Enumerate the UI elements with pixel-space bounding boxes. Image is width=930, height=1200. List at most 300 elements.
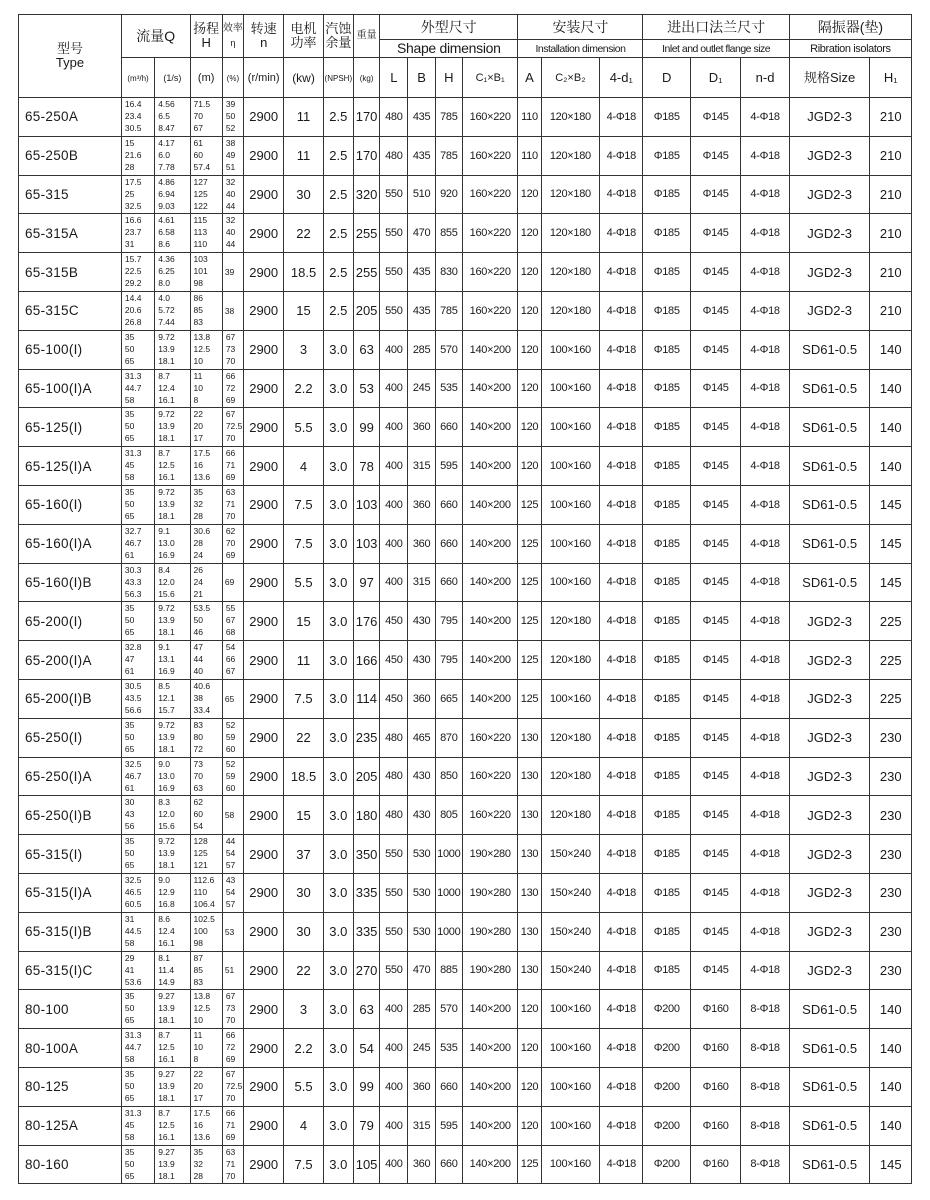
c2b2-cell: 100×160 [541,1106,600,1145]
efficiency-cell: 67 73 70 [222,330,243,369]
flow-m3h-cell: 31.3 44.7 58 [121,1029,154,1068]
c2b2-cell: 100×160 [541,1067,600,1106]
speed-cell: 2900 [244,1067,284,1106]
flow-m3h-cell: 35 50 65 [121,330,154,369]
c1b1-cell: 160×220 [462,214,517,253]
flow-ls-cell: 4.36 6.25 8.0 [155,253,190,292]
nd-cell: 4-Φ18 [741,641,789,680]
c1b1-cell: 140×200 [462,330,517,369]
efficiency-unit: (%) [222,58,243,98]
L-cell: 400 [380,990,408,1029]
npsh-cell: 2.5 [323,214,353,253]
head-cell: 13.8 12.5 10 [190,990,222,1029]
weight-cell: 176 [353,602,379,641]
flow-ls-cell: 9.1 13.1 16.9 [155,641,190,680]
weight-cell: 350 [353,835,379,874]
speed-cell: 2900 [244,641,284,680]
H-cell: 1000 [435,912,462,951]
efficiency-cell: 63 71 70 [222,1145,243,1184]
flow-m3h-cell: 32.8 47 61 [121,641,154,680]
B-cell: 430 [408,641,435,680]
nd-cell: 4-Φ18 [741,408,789,447]
model-cell: 65-200(I) [19,602,122,641]
efficiency-cell: 38 49 51 [222,136,243,175]
flow-ls-cell: 4.86 6.94 9.03 [155,175,190,214]
d1-cell: 4-Φ18 [600,330,643,369]
head-cell: 102.5 100 98 [190,912,222,951]
h1-cell: 230 [870,951,912,990]
d1-cell: 4-Φ18 [600,1106,643,1145]
H-cell: 570 [435,330,462,369]
H-cell: 785 [435,136,462,175]
flow-m3h-cell: 14.4 20.6 26.8 [121,291,154,330]
weight-cell: 97 [353,563,379,602]
nd-cell: 4-Φ18 [741,912,789,951]
efficiency-cell: 62 70 69 [222,524,243,563]
L-cell: 550 [380,835,408,874]
A-cell: 125 [518,602,541,641]
weight-cell: 170 [353,98,379,137]
H-cell: 785 [435,98,462,137]
d1-cell: 4-Φ18 [600,796,643,835]
h1-cell: 140 [870,330,912,369]
flow-m3h-cell: 15 21.6 28 [121,136,154,175]
c1b1-cell: 140×200 [462,990,517,1029]
D-cell: Φ185 [643,98,690,137]
weight-cell: 170 [353,136,379,175]
col-D: D [643,58,690,98]
speed-cell: 2900 [244,1145,284,1184]
D1-cell: Φ145 [690,214,740,253]
efficiency-cell: 52 59 60 [222,757,243,796]
size-cell: JGD2-3 [789,291,870,330]
flange-header: 进出口法兰尺寸 [643,15,789,40]
power-cell: 4 [284,447,323,486]
flow-ls-cell: 9.0 12.9 16.8 [155,873,190,912]
c2b2-cell: 120×180 [541,796,600,835]
D-cell: Φ185 [643,718,690,757]
H-cell: 850 [435,757,462,796]
c1b1-cell: 160×220 [462,291,517,330]
efficiency-cell: 39 [222,253,243,292]
flow-ls-cell: 9.72 13.9 18.1 [155,835,190,874]
efficiency-cell: 69 [222,563,243,602]
head-cell: 26 24 21 [190,563,222,602]
isolator-header: 隔振器(垫) [789,15,911,40]
power-cell: 5.5 [284,563,323,602]
power-cell: 11 [284,98,323,137]
flow-ls-cell: 9.1 13.0 16.9 [155,524,190,563]
model-cell: 65-200(I)A [19,641,122,680]
A-cell: 120 [518,1067,541,1106]
flow-ls-cell: 9.27 13.9 18.1 [155,990,190,1029]
L-cell: 400 [380,1106,408,1145]
d1-cell: 4-Φ18 [600,98,643,137]
power-cell: 3 [284,990,323,1029]
d1-cell: 4-Φ18 [600,175,643,214]
power-cell: 3 [284,330,323,369]
speed-cell: 2900 [244,447,284,486]
flow-m3h-cell: 32.5 46.7 61 [121,757,154,796]
h1-cell: 140 [870,447,912,486]
d1-cell: 4-Φ18 [600,291,643,330]
A-cell: 110 [518,136,541,175]
D-cell: Φ185 [643,757,690,796]
type-header: 型号 Type [19,15,122,98]
speed-cell: 2900 [244,485,284,524]
A-cell: 125 [518,1145,541,1184]
col-L: L [380,58,408,98]
npsh-cell: 3.0 [323,1067,353,1106]
head-cell: 22 20 17 [190,1067,222,1106]
D1-cell: Φ160 [690,1106,740,1145]
B-cell: 315 [408,563,435,602]
flow-ls-cell: 8.1 11.4 14.9 [155,951,190,990]
c1b1-cell: 190×280 [462,912,517,951]
D-cell: Φ185 [643,602,690,641]
h1-cell: 145 [870,524,912,563]
col-size: 规格Size [789,58,870,98]
d1-cell: 4-Φ18 [600,912,643,951]
npsh-cell: 2.5 [323,98,353,137]
weight-cell: 335 [353,873,379,912]
L-cell: 400 [380,524,408,563]
power-cell: 30 [284,912,323,951]
table-row [19,214,912,253]
flow-m3h-cell: 15.7 22.5 29.2 [121,253,154,292]
B-cell: 465 [408,718,435,757]
D1-cell: Φ145 [690,408,740,447]
flow-m3h-cell: 35 50 65 [121,1067,154,1106]
npsh-cell: 3.0 [323,835,353,874]
power-cell: 7.5 [284,1145,323,1184]
speed-cell: 2900 [244,214,284,253]
D1-cell: Φ145 [690,524,740,563]
size-cell: SD61-0.5 [789,563,870,602]
head-cell: 115 113 110 [190,214,222,253]
table-row [19,136,912,175]
h1-cell: 210 [870,253,912,292]
c2b2-cell: 150×240 [541,873,600,912]
flow-m3h-cell: 31.3 44.7 58 [121,369,154,408]
nd-cell: 4-Φ18 [741,757,789,796]
size-cell: SD61-0.5 [789,1067,870,1106]
model-cell: 80-160 [19,1145,122,1184]
model-cell: 65-100(I)A [19,369,122,408]
size-cell: JGD2-3 [789,757,870,796]
speed-cell: 2900 [244,990,284,1029]
D-cell: Φ185 [643,214,690,253]
nd-cell: 4-Φ18 [741,718,789,757]
weight-unit: (kg) [353,58,379,98]
efficiency-cell: 44 54 57 [222,835,243,874]
flow-m3h-cell: 35 50 65 [121,485,154,524]
d1-cell: 4-Φ18 [600,602,643,641]
size-cell: JGD2-3 [789,679,870,718]
head-cell: 71.5 70 67 [190,98,222,137]
efficiency-cell: 39 50 52 [222,98,243,137]
h1-cell: 140 [870,369,912,408]
H-cell: 870 [435,718,462,757]
c1b1-cell: 140×200 [462,679,517,718]
flow-m3h-cell: 30.5 43.5 56.6 [121,679,154,718]
weight-cell: 205 [353,291,379,330]
model-cell: 65-250(I)B [19,796,122,835]
power-cell: 30 [284,873,323,912]
d1-cell: 4-Φ18 [600,1145,643,1184]
shape-header: 外型尺寸 [380,15,518,40]
npsh-cell: 3.0 [323,602,353,641]
A-cell: 120 [518,369,541,408]
weight-cell: 235 [353,718,379,757]
npsh-cell: 3.0 [323,951,353,990]
npsh-unit: (NPSH) [323,58,353,98]
nd-cell: 4-Φ18 [741,98,789,137]
flow-m3h-cell: 31.3 45 58 [121,1106,154,1145]
L-cell: 400 [380,408,408,447]
head-cell: 86 85 83 [190,291,222,330]
efficiency-cell: 32 40 44 [222,214,243,253]
H-cell: 535 [435,1029,462,1068]
L-cell: 550 [380,175,408,214]
weight-cell: 335 [353,912,379,951]
power-cell: 5.5 [284,408,323,447]
H-cell: 785 [435,291,462,330]
weight-cell: 63 [353,330,379,369]
c2b2-cell: 100×160 [541,485,600,524]
size-cell: SD61-0.5 [789,1106,870,1145]
B-cell: 245 [408,369,435,408]
B-cell: 430 [408,602,435,641]
model-cell: 65-315 [19,175,122,214]
h1-cell: 140 [870,990,912,1029]
model-cell: 65-100(I) [19,330,122,369]
size-cell: JGD2-3 [789,175,870,214]
c2b2-cell: 100×160 [541,563,600,602]
table-row [19,1106,912,1145]
c1b1-cell: 190×280 [462,835,517,874]
D1-cell: Φ145 [690,951,740,990]
col-H1: H₁ [870,58,912,98]
B-cell: 430 [408,796,435,835]
table-row [19,447,912,486]
speed-cell: 2900 [244,873,284,912]
model-cell: 65-250(I)A [19,757,122,796]
h1-cell: 230 [870,796,912,835]
flow-ls-cell: 8.5 12.1 15.7 [155,679,190,718]
B-cell: 530 [408,835,435,874]
flow-ls-cell: 9.27 13.9 18.1 [155,1145,190,1184]
d1-cell: 4-Φ18 [600,563,643,602]
flow-m3h-cell: 32.7 46.7 61 [121,524,154,563]
H-cell: 570 [435,990,462,1029]
c2b2-cell: 120×180 [541,602,600,641]
model-cell: 65-315B [19,253,122,292]
c1b1-cell: 140×200 [462,369,517,408]
d1-cell: 4-Φ18 [600,951,643,990]
header-row-units [19,58,912,98]
c2b2-cell: 120×180 [541,253,600,292]
size-cell: JGD2-3 [789,873,870,912]
model-cell: 65-250A [19,98,122,137]
flow-m3h-cell: 31.3 45 58 [121,447,154,486]
head-cell: 22 20 17 [190,408,222,447]
flow-ls-cell: 9.0 13.0 16.9 [155,757,190,796]
h1-cell: 230 [870,718,912,757]
speed-cell: 2900 [244,1106,284,1145]
B-cell: 470 [408,951,435,990]
c1b1-cell: 160×220 [462,98,517,137]
power-cell: 2.2 [284,1029,323,1068]
c1b1-cell: 140×200 [462,524,517,563]
flow-m3h-cell: 30.3 43.3 56.3 [121,563,154,602]
c2b2-cell: 100×160 [541,369,600,408]
H-cell: 660 [435,408,462,447]
A-cell: 130 [518,835,541,874]
speed-cell: 2900 [244,835,284,874]
npsh-cell: 2.5 [323,253,353,292]
c2b2-cell: 100×160 [541,524,600,563]
c2b2-cell: 100×160 [541,447,600,486]
B-cell: 360 [408,408,435,447]
B-cell: 470 [408,214,435,253]
install-header: 安装尺寸 [518,15,643,40]
d1-cell: 4-Φ18 [600,679,643,718]
table-row [19,408,912,447]
weight-cell: 166 [353,641,379,680]
D-cell: Φ185 [643,447,690,486]
L-cell: 550 [380,912,408,951]
L-cell: 450 [380,679,408,718]
speed-cell: 2900 [244,369,284,408]
L-cell: 400 [380,563,408,602]
size-cell: SD61-0.5 [789,408,870,447]
speed-cell: 2900 [244,253,284,292]
npsh-cell: 2.5 [323,175,353,214]
B-cell: 360 [408,485,435,524]
model-cell: 80-125A [19,1106,122,1145]
size-cell: SD61-0.5 [789,524,870,563]
model-cell: 65-125(I) [19,408,122,447]
head-cell: 17.5 16 13.6 [190,447,222,486]
D1-cell: Φ145 [690,369,740,408]
D-cell: Φ185 [643,369,690,408]
d1-cell: 4-Φ18 [600,136,643,175]
head-cell: 13.8 12.5 10 [190,330,222,369]
speed-cell: 2900 [244,175,284,214]
d1-cell: 4-Φ18 [600,835,643,874]
power-unit: (kw) [284,58,323,98]
nd-cell: 4-Φ18 [741,679,789,718]
D1-cell: Φ145 [690,679,740,718]
H-cell: 795 [435,602,462,641]
D1-cell: Φ145 [690,563,740,602]
efficiency-cell: 66 72 69 [222,369,243,408]
size-cell: SD61-0.5 [789,369,870,408]
c1b1-cell: 140×200 [462,641,517,680]
head-cell: 40.6 38 33.4 [190,679,222,718]
model-cell: 65-315(I)A [19,873,122,912]
efficiency-cell: 38 [222,291,243,330]
table-row [19,1029,912,1068]
model-cell: 65-160(I)B [19,563,122,602]
L-cell: 480 [380,796,408,835]
c2b2-cell: 100×160 [541,330,600,369]
h1-cell: 145 [870,485,912,524]
D1-cell: Φ145 [690,485,740,524]
npsh-cell: 2.5 [323,291,353,330]
c2b2-cell: 120×180 [541,214,600,253]
L-cell: 550 [380,291,408,330]
col-C1xB1: C₁×B₁ [462,58,517,98]
table-row [19,796,912,835]
table-row [19,873,912,912]
size-cell: JGD2-3 [789,835,870,874]
A-cell: 125 [518,679,541,718]
efficiency-cell: 51 [222,951,243,990]
L-cell: 550 [380,951,408,990]
H-cell: 920 [435,175,462,214]
power-cell: 7.5 [284,524,323,563]
D1-cell: Φ145 [690,835,740,874]
flow-unit-ls: (1/s) [155,58,190,98]
model-cell: 80-100A [19,1029,122,1068]
weight-cell: 180 [353,796,379,835]
flow-ls-cell: 8.7 12.5 16.1 [155,1029,190,1068]
weight-cell: 320 [353,175,379,214]
npsh-cell: 3.0 [323,1106,353,1145]
H-cell: 660 [435,563,462,602]
D-cell: Φ185 [643,641,690,680]
c2b2-cell: 100×160 [541,1029,600,1068]
D1-cell: Φ145 [690,253,740,292]
D1-cell: Φ145 [690,602,740,641]
size-cell: JGD2-3 [789,912,870,951]
npsh-cell: 3.0 [323,873,353,912]
nd-cell: 4-Φ18 [741,214,789,253]
D-cell: Φ185 [643,873,690,912]
efficiency-cell: 66 72 69 [222,1029,243,1068]
head-cell: 83 80 72 [190,718,222,757]
head-cell: 35 32 28 [190,1145,222,1184]
h1-cell: 140 [870,1029,912,1068]
D-cell: Φ185 [643,951,690,990]
head-cell: 53.5 50 46 [190,602,222,641]
h1-cell: 210 [870,136,912,175]
weight-cell: 114 [353,679,379,718]
d1-cell: 4-Φ18 [600,485,643,524]
B-cell: 315 [408,447,435,486]
D1-cell: Φ145 [690,136,740,175]
table-row [19,369,912,408]
efficiency-cell: 54 66 67 [222,641,243,680]
c1b1-cell: 140×200 [462,563,517,602]
A-cell: 120 [518,291,541,330]
col-4-d1: 4-d₁ [600,58,643,98]
size-cell: SD61-0.5 [789,447,870,486]
B-cell: 245 [408,1029,435,1068]
L-cell: 480 [380,718,408,757]
model-cell: 65-315(I)C [19,951,122,990]
H-cell: 660 [435,524,462,563]
head-cell: 73 70 63 [190,757,222,796]
H-cell: 1000 [435,835,462,874]
flow-ls-cell: 9.27 13.9 18.1 [155,1067,190,1106]
A-cell: 130 [518,912,541,951]
L-cell: 450 [380,602,408,641]
nd-cell: 4-Φ18 [741,330,789,369]
A-cell: 125 [518,563,541,602]
